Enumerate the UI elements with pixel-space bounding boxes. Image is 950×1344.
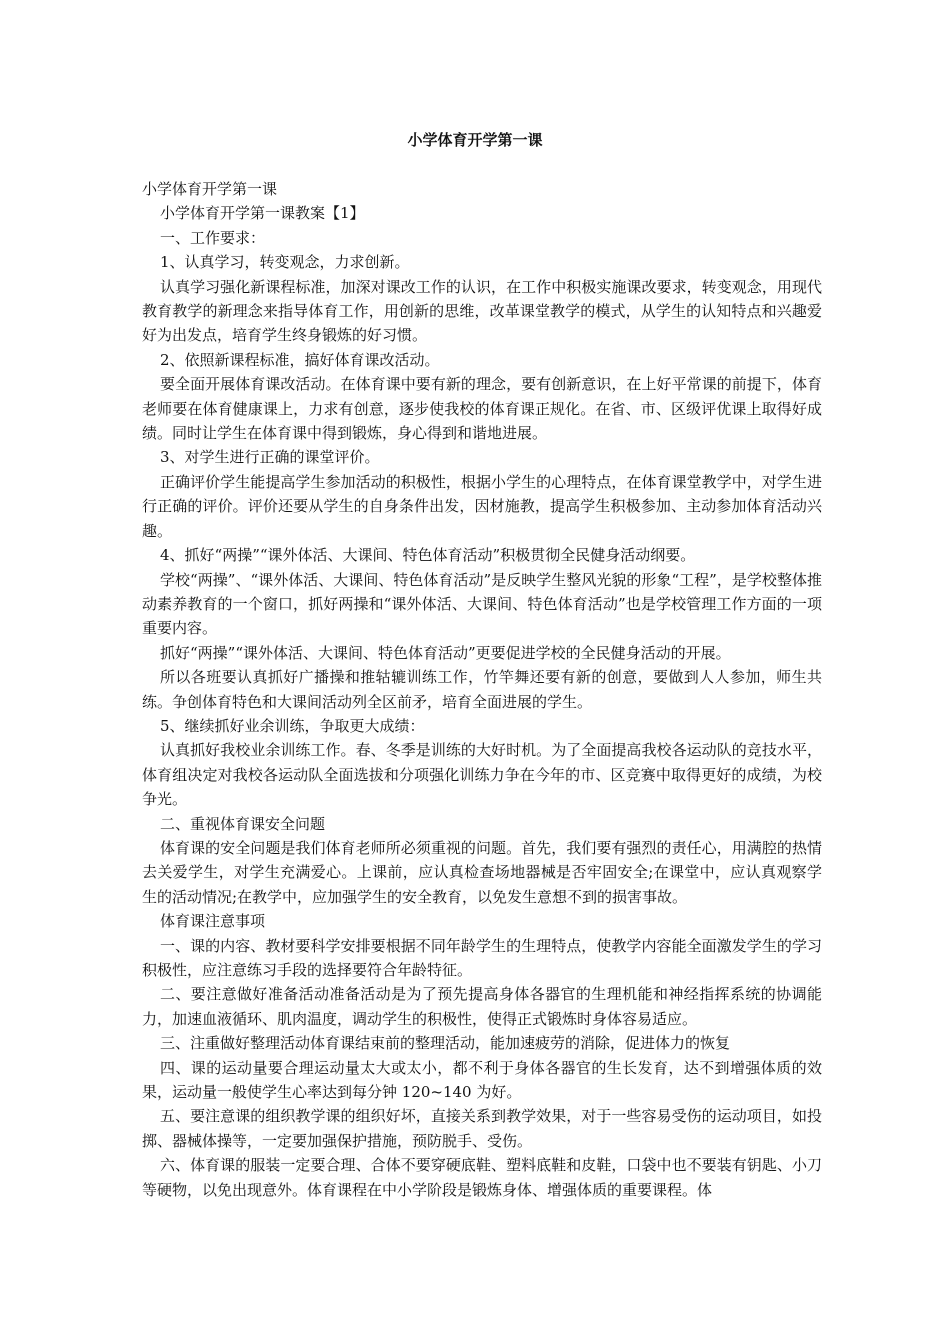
paragraph: 要全面开展体育课改活动。在体育课中要有新的理念，要有创新意识，在上好平常课的前提下，体育老师要在体育健康课上，力求有创意，逐步使我校的体育课正规化。在省、市、区级评优课上取得好成绩。同时让学生在体育课中得到锻炼，身心得到和谐地进展。 [142,375,822,443]
paragraph: 六、体育课的服装一定要合理、合体不要穿硬底鞋、塑料底鞋和皮鞋，口袋中也不要装有钥匙、小刀等硬物，以免出现意外。体育课程在中小学阶段是锻炼身体、增强体质的重要课程。体 [142,1156,822,1199]
paragraph: 抓好“两操”“课外体活、大课间、特色体育活动”更要促进学校的全民健身活动的开展。 [160,643,731,662]
paragraph: 二、要注意做好准备活动准备活动是为了预先提高身体各器官的生理机能和神经指挥系统的协调能力，加速血液循环、肌肉温度，调动学生的积极性，使得正式锻炼时身体容易适应。 [142,985,822,1028]
paragraph: 学校“两操”、“课外体活、大课间、特色体育活动”是反映学生整风光貌的形象“工程”，是学校整体推动素养教育的一个窗口，抓好两操和“课外体活、大课间、特色体育活动”也是学校管理工作方面的一项重要内容。 [142,570,822,638]
paragraph: 3、对学生进行正确的课堂评价。 [160,448,380,467]
paragraph: 二、重视体育课安全问题 [160,814,326,833]
paragraph: 5、继续抓好业余训练，争取更大成绩： [160,716,425,735]
paragraph: 4、抓好“两操”“课外体活、大课间、特色体育活动”积极贯彻全民健身活动纲要。 [160,546,696,565]
paragraph: 五、要注意课的组织教学课的组织好坏，直接关系到教学效果，对于一些容易受伤的运动项目，如投掷、器械体操等，一定要加强保护措施，预防脱手、受伤。 [142,1107,822,1150]
paragraph: 小学体育开学第一课 [142,180,278,198]
document-title: 小学体育开学第一课 [407,131,543,149]
paragraph: 体育课的安全问题是我们体育老师所必须重视的问题。首先，我们要有强烈的责任心，用满腔的热情去关爱学生，对学生充满爱心。上课前，应认真检查场地器械是否牢固安全;在课堂中，应认真观察学生的活动情况;在教学中，应加强学生的安全教育，以免发生意想不到的损害事故。 [142,838,822,906]
paragraph: 认真抓好我校业余训练工作。春、冬季是训练的大好时机。为了全面提高我校各运动队的竞技水平，体育组决定对我校各运动队全面选拔和分项强化训练力争在今年的市、区竞赛中取得更好的成绩，为校争光。 [142,741,822,809]
document-body [142,177,822,1202]
paragraph: 一、工作要求： [160,228,266,247]
paragraph: 所以各班要认真抓好广播操和推轱辘训练工作，竹竿舞还要有新的创意，要做到人人参加，师生共练。争创体育特色和大课间活动列全区前矛，培育全面进展的学生。 [142,668,822,711]
paragraph: 三、注重做好整理活动体育课结束前的整理活动，能加速疲劳的消除，促进体力的恢复 [160,1034,731,1053]
paragraph: 一、课的内容、教材要科学安排要根据不同年龄学生的生理特点，使教学内容能全面激发学生的学习积极性，应注意练习手段的选择要符合年龄特征。 [142,936,822,979]
paragraph: 小学体育开学第一课教案【1】 [160,204,365,223]
paragraph: 2、依照新课程标准，搞好体育课改活动。 [160,350,440,369]
paragraph: 1、认真学习，转变观念，力求创新。 [160,253,410,272]
paragraph: 认真学习强化新课程标准，加深对课改工作的认识，在工作中积极实施课改要求，转变观念，用现代教育教学的新理念来指导体育工作，用创新的思维，改革课堂教学的模式，从学生的认知特点和兴趣爱好为出发点，培育学生终身锻炼的好习惯。 [142,277,822,345]
paragraph: 正确评价学生能提高学生参加活动的积极性，根据小学生的心理特点，在体育课堂教学中，对学生进行正确的评价。评价还要从学生的自身条件出发，因材施教，提高学生积极参加、主动参加体育活动兴趣。 [142,472,822,540]
paragraph: 四、课的运动量要合理运动量太大或太小，都不利于身体各器官的生长发育，达不到增强体质的效果，运动量一般使学生心率达到每分钟 120~140 为好。 [142,1058,822,1102]
paragraph: 体育课注意事项 [160,912,266,931]
